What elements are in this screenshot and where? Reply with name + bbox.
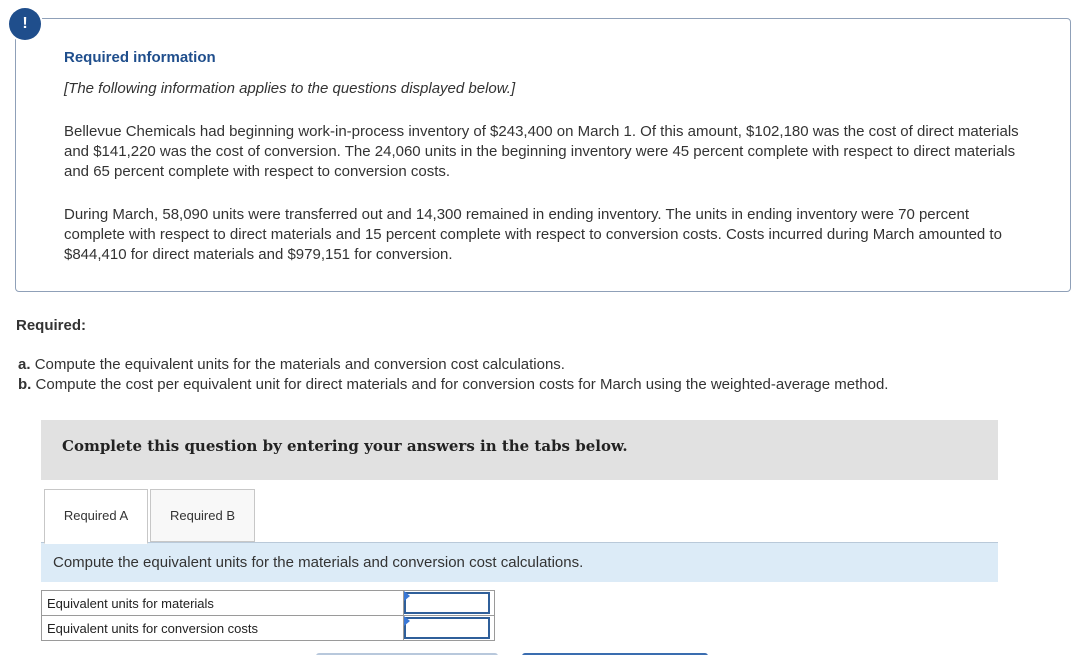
input-marker-icon xyxy=(404,591,410,601)
input-cell xyxy=(404,591,495,616)
info-title: Required information xyxy=(64,49,216,66)
required-item-text: Compute the equivalent units for the materials and conversion cost calculations. xyxy=(34,356,565,373)
info-paragraph-2: During March, 58,090 units were transferred out and 14,300 remained in ending inventory. The units in ending inventory were 70 percent complete with respect to direct materials and 15 percent complete with respect to conversion costs. Costs incurred during March amounted to $844,410 for direct materials and $979,151 for conversion. xyxy=(64,206,1002,263)
row-label-conversion: Equivalent units for conversion costs xyxy=(42,616,404,641)
answer-table xyxy=(41,590,495,641)
required-item-letter: a. xyxy=(18,356,31,373)
required-item-b xyxy=(18,375,888,395)
table-row xyxy=(42,591,495,616)
required-item-text: Compute the cost per equivalent unit for direct materials and for conversion costs for March using the weighted-average method. xyxy=(35,376,889,393)
row-label-materials: Equivalent units for materials xyxy=(42,591,404,616)
info-subtitle: [The following information applies to the questions displayed below.] xyxy=(64,80,516,97)
required-item-a xyxy=(18,355,888,375)
info-paragraph-1: Bellevue Chemicals had beginning work-in-process inventory of $243,400 on March 1. Of this amount, $102,180 was the cost of direct materials and $141,220 was the cost of conversion. The 24,060 units in the beginning inventory were 45 percent complete with respect to direct materials and 65 percent complete with respect to conversion costs. xyxy=(64,123,1019,180)
required-item-letter: b. xyxy=(18,376,32,393)
tab-required-a[interactable]: Required A xyxy=(44,489,148,544)
tab-panel-prompt: Compute the equivalent units for the materials and conversion cost calculations. xyxy=(41,542,998,582)
alert-icon: ! xyxy=(9,8,41,40)
instruction-banner: Complete this question by entering your answers in the tabs below. xyxy=(41,420,998,480)
required-information-box xyxy=(15,18,1071,292)
tab-required-b[interactable]: Required B xyxy=(150,489,255,542)
table-row xyxy=(42,616,495,641)
equivalent-units-conversion-input[interactable] xyxy=(404,617,490,639)
input-marker-icon xyxy=(404,616,410,626)
required-list xyxy=(18,355,888,395)
required-heading: Required: xyxy=(16,317,87,334)
input-cell xyxy=(404,616,495,641)
equivalent-units-materials-input[interactable] xyxy=(404,592,490,614)
